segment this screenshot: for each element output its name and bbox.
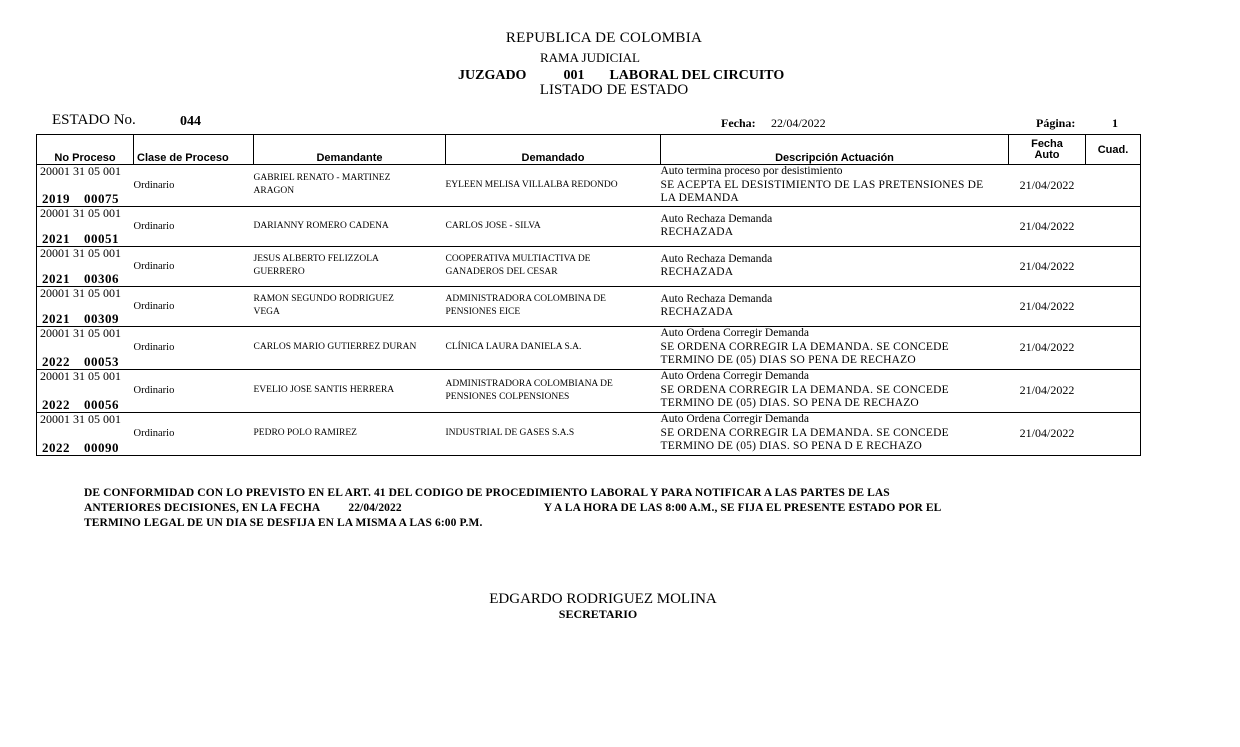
notice-line-3: TERMINO LEGAL DE UN DIA SE DESFIJA EN LA MISMA A LAS 6:00 P.M. bbox=[84, 517, 483, 529]
cell-proceso bbox=[37, 165, 134, 207]
notice-date: 22/04/2022 bbox=[348, 502, 402, 514]
header-rama-judicial: RAMA JUDICIAL bbox=[539, 50, 641, 65]
cell-clase: Ordinario bbox=[134, 206, 254, 246]
descripcion-line-1: Auto Rechaza Demanda bbox=[660, 252, 773, 265]
notice-line-2-a: ANTERIORES DECISIONES, EN LA FECHA bbox=[84, 502, 321, 514]
proceso-numero bbox=[42, 192, 119, 206]
cell-demandante bbox=[254, 246, 446, 286]
table-row bbox=[37, 412, 1141, 455]
proceso-radicado: 20001 31 05 001 bbox=[40, 245, 121, 260]
proceso-numero bbox=[42, 398, 119, 412]
cell-fecha-auto: 21/04/2022 bbox=[1009, 165, 1086, 207]
descripcion-line-2: SE ACEPTA EL DESISTIMIENTO DE LAS PRETENSIONES DE bbox=[660, 178, 984, 191]
col-header-fecha-auto bbox=[1009, 135, 1086, 165]
col-header-cuad: Cuad. bbox=[1086, 135, 1141, 165]
cell-clase: Ordinario bbox=[134, 326, 254, 369]
juzgado-number: 001 bbox=[563, 68, 585, 83]
cell-cuad bbox=[1086, 246, 1141, 286]
proceso-consecutivo: 00306 bbox=[84, 270, 119, 286]
cell-demandado bbox=[446, 206, 661, 246]
cell-cuad bbox=[1086, 286, 1141, 326]
proceso-radicado: 20001 31 05 001 bbox=[40, 368, 121, 383]
demandado-line-1: COOPERATIVA MULTIACTIVA DE bbox=[445, 254, 591, 264]
cell-proceso bbox=[37, 326, 134, 369]
cell-demandado bbox=[446, 369, 661, 412]
cell-demandado bbox=[446, 165, 661, 207]
cell-cuad bbox=[1086, 369, 1141, 412]
cell-proceso bbox=[37, 286, 134, 326]
col-header-demandado: Demandado bbox=[446, 135, 661, 165]
cell-descripcion bbox=[661, 246, 1009, 286]
descripcion-line-1: Auto Rechaza Demanda bbox=[660, 292, 773, 305]
demandado-line-1: CLÍNICA LAURA DANIELA S.A. bbox=[445, 342, 582, 352]
descripcion-line-1: Auto Ordena Corregir Demanda bbox=[660, 413, 809, 426]
notice-line-2 bbox=[84, 501, 941, 516]
cell-fecha-auto: 21/04/2022 bbox=[1009, 206, 1086, 246]
cell-clase: Ordinario bbox=[134, 412, 254, 455]
proceso-year: 2022 bbox=[42, 396, 70, 412]
descripcion-line-3: TERMINO DE (05) DIAS. SO PENA DE RECHAZO bbox=[660, 397, 919, 410]
proceso-year: 2021 bbox=[42, 310, 70, 326]
demandante-line-1: PEDRO POLO RAMIREZ bbox=[253, 428, 357, 438]
pagina-value: 1 bbox=[1112, 116, 1118, 130]
cell-demandante bbox=[254, 369, 446, 412]
cell-descripcion bbox=[661, 206, 1009, 246]
cell-cuad bbox=[1086, 412, 1141, 455]
header-listado: LISTADO DE ESTADO bbox=[539, 82, 689, 98]
demandante-line-1: GABRIEL RENATO - MARTINEZ bbox=[253, 173, 391, 184]
estado-number: 044 bbox=[180, 114, 201, 129]
descripcion-line-3: LA DEMANDA bbox=[660, 192, 739, 204]
demandado-line-1: INDUSTRIAL DE GASES S.A.S bbox=[445, 428, 575, 438]
demandante-line-1: CARLOS MARIO GUTIERREZ DURAN bbox=[253, 342, 417, 352]
estado-label: ESTADO No. bbox=[52, 112, 136, 128]
proceso-numero bbox=[42, 312, 119, 326]
descripcion-line-1: Auto Rechaza Demanda bbox=[660, 212, 773, 225]
fecha-label: Fecha: bbox=[721, 116, 756, 130]
demandado-line-1: EYLEEN MELISA VILLALBA REDONDO bbox=[445, 179, 618, 190]
proceso-year: 2022 bbox=[42, 439, 70, 455]
descripcion-line-2: SE ORDENA CORREGIR LA DEMANDA. SE CONCEDE bbox=[660, 383, 949, 396]
descripcion-line-1: Auto termina proceso por desistimiento bbox=[660, 165, 843, 177]
proceso-numero bbox=[42, 355, 119, 369]
cell-demandante bbox=[254, 286, 446, 326]
proceso-year: 2019 bbox=[42, 190, 70, 206]
cell-proceso bbox=[37, 246, 134, 286]
descripcion-line-2: RECHAZADA bbox=[660, 266, 734, 278]
proceso-consecutivo: 00090 bbox=[84, 439, 119, 455]
proceso-radicado: 20001 31 05 001 bbox=[40, 164, 121, 178]
table-row bbox=[37, 326, 1141, 369]
descripcion-line-2: RECHAZADA bbox=[660, 306, 734, 318]
juzgado-label: JUZGADO bbox=[458, 68, 527, 83]
proceso-year: 2021 bbox=[42, 270, 70, 286]
cell-clase: Ordinario bbox=[134, 165, 254, 207]
table-row bbox=[37, 286, 1141, 326]
pagina-label: Página: bbox=[1036, 116, 1076, 130]
cell-descripcion bbox=[661, 412, 1009, 455]
descripcion-line-2: SE ORDENA CORREGIR LA DEMANDA. SE CONCEDE bbox=[660, 340, 949, 353]
demandante-line-2: GUERRERO bbox=[253, 267, 305, 277]
notice-line-1: DE CONFORMIDAD CON LO PREVISTO EN EL ART. 41 DEL CODIGO DE PROCEDIMIENTO LABORAL Y PARA NOTIFICAR A LAS PARTES DE LAS bbox=[84, 487, 890, 499]
proceso-consecutivo: 00075 bbox=[84, 190, 119, 206]
proceso-consecutivo: 00053 bbox=[84, 353, 119, 369]
cell-cuad bbox=[1086, 165, 1141, 207]
table-row bbox=[37, 206, 1141, 246]
descripcion-line-3: TERMINO DE (05) DIAS SO PENA DE RECHAZO bbox=[660, 354, 916, 367]
demandante-line-1: RAMON SEGUNDO RODRIGUEZ bbox=[253, 294, 394, 304]
signature-name: EDGARDO RODRIGUEZ MOLINA bbox=[489, 591, 717, 607]
proceso-numero bbox=[42, 272, 119, 286]
proceso-numero bbox=[42, 232, 119, 246]
demandante-line-2: VEGA bbox=[253, 307, 280, 317]
demandante-line-1: DARIANNY ROMERO CADENA bbox=[253, 220, 389, 231]
demandante-line-2: ARAGON bbox=[253, 186, 295, 197]
cell-fecha-auto: 21/04/2022 bbox=[1009, 246, 1086, 286]
cell-demandante bbox=[254, 326, 446, 369]
cell-cuad bbox=[1086, 206, 1141, 246]
demandado-line-1: ADMINISTRADORA COLOMBINA DE bbox=[445, 294, 606, 304]
table-row bbox=[37, 165, 1141, 207]
descripcion-line-1: Auto Ordena Corregir Demanda bbox=[660, 370, 809, 383]
cell-clase: Ordinario bbox=[134, 246, 254, 286]
cell-cuad bbox=[1086, 326, 1141, 369]
demandante-line-1: EVELIO JOSE SANTIS HERRERA bbox=[253, 385, 395, 395]
estado-table bbox=[36, 134, 1141, 456]
cell-demandante bbox=[254, 165, 446, 207]
cell-clase: Ordinario bbox=[134, 369, 254, 412]
col-header-auto: Auto bbox=[1034, 148, 1060, 161]
cell-fecha-auto: 21/04/2022 bbox=[1009, 326, 1086, 369]
proceso-consecutivo: 00051 bbox=[84, 230, 119, 246]
col-header-descripcion: Descripción Actuación bbox=[661, 135, 1009, 165]
notice-line-2-c: Y A LA HORA DE LAS 8:00 A.M., SE FIJA EL PRESENTE ESTADO POR EL bbox=[543, 502, 942, 514]
notice-text bbox=[84, 486, 941, 531]
cell-descripcion bbox=[661, 286, 1009, 326]
demandado-line-2: PENSIONES COLPENSIONES bbox=[445, 391, 570, 402]
cell-demandante bbox=[254, 412, 446, 455]
proceso-consecutivo: 00056 bbox=[84, 396, 119, 412]
cell-demandado bbox=[446, 326, 661, 369]
cell-descripcion bbox=[661, 326, 1009, 369]
proceso-year: 2022 bbox=[42, 353, 70, 369]
demandante-line-1: JESUS ALBERTO FELIZZOLA bbox=[253, 254, 379, 264]
cell-demandado bbox=[446, 286, 661, 326]
proceso-numero bbox=[42, 441, 119, 455]
cell-proceso bbox=[37, 369, 134, 412]
table-row bbox=[37, 369, 1141, 412]
cell-demandado bbox=[446, 412, 661, 455]
cell-clase: Ordinario bbox=[134, 286, 254, 326]
cell-fecha-auto: 21/04/2022 bbox=[1009, 286, 1086, 326]
cell-descripcion bbox=[661, 165, 1009, 207]
proceso-year: 2021 bbox=[42, 230, 70, 246]
demandado-line-2: GANADEROS DEL CESAR bbox=[445, 267, 558, 277]
col-header-proceso: No Proceso bbox=[37, 135, 134, 165]
demandado-line-1: ADMINISTRADORA COLOMBIANA DE bbox=[445, 378, 613, 389]
proceso-consecutivo: 00309 bbox=[84, 310, 119, 326]
cell-fecha-auto: 21/04/2022 bbox=[1009, 369, 1086, 412]
descripcion-line-3: TERMINO DE (05) DIAS. SO PENA D E RECHAZO bbox=[660, 440, 923, 453]
cell-proceso bbox=[37, 206, 134, 246]
table-header-row bbox=[37, 135, 1141, 165]
cell-descripcion bbox=[661, 369, 1009, 412]
signature-title: SECRETARIO bbox=[558, 607, 638, 621]
fecha-value: 22/04/2022 bbox=[771, 116, 826, 130]
cell-proceso bbox=[37, 412, 134, 455]
descripcion-line-2: RECHAZADA bbox=[660, 226, 734, 238]
table-row bbox=[37, 246, 1141, 286]
header-republica: REPUBLICA DE COLOMBIA bbox=[505, 30, 703, 46]
col-header-demandante: Demandante bbox=[254, 135, 446, 165]
descripcion-line-1: Auto Ordena Corregir Demanda bbox=[660, 327, 809, 340]
demandado-line-2: PENSIONES EICE bbox=[445, 307, 521, 317]
col-header-fecha: Fecha bbox=[1031, 137, 1063, 150]
proceso-radicado: 20001 31 05 001 bbox=[40, 325, 121, 340]
col-header-clase: Clase de Proceso bbox=[134, 135, 254, 165]
juzgado-type: LABORAL DEL CIRCUITO bbox=[609, 68, 785, 83]
cell-demandante bbox=[254, 206, 446, 246]
cell-demandado bbox=[446, 246, 661, 286]
demandado-line-1: CARLOS JOSE - SILVA bbox=[445, 220, 541, 231]
proceso-radicado: 20001 31 05 001 bbox=[40, 205, 121, 220]
descripcion-line-2: SE ORDENA CORREGIR LA DEMANDA. SE CONCEDE bbox=[660, 426, 949, 439]
proceso-radicado: 20001 31 05 001 bbox=[40, 285, 121, 300]
cell-fecha-auto: 21/04/2022 bbox=[1009, 412, 1086, 455]
proceso-radicado: 20001 31 05 001 bbox=[40, 411, 121, 426]
